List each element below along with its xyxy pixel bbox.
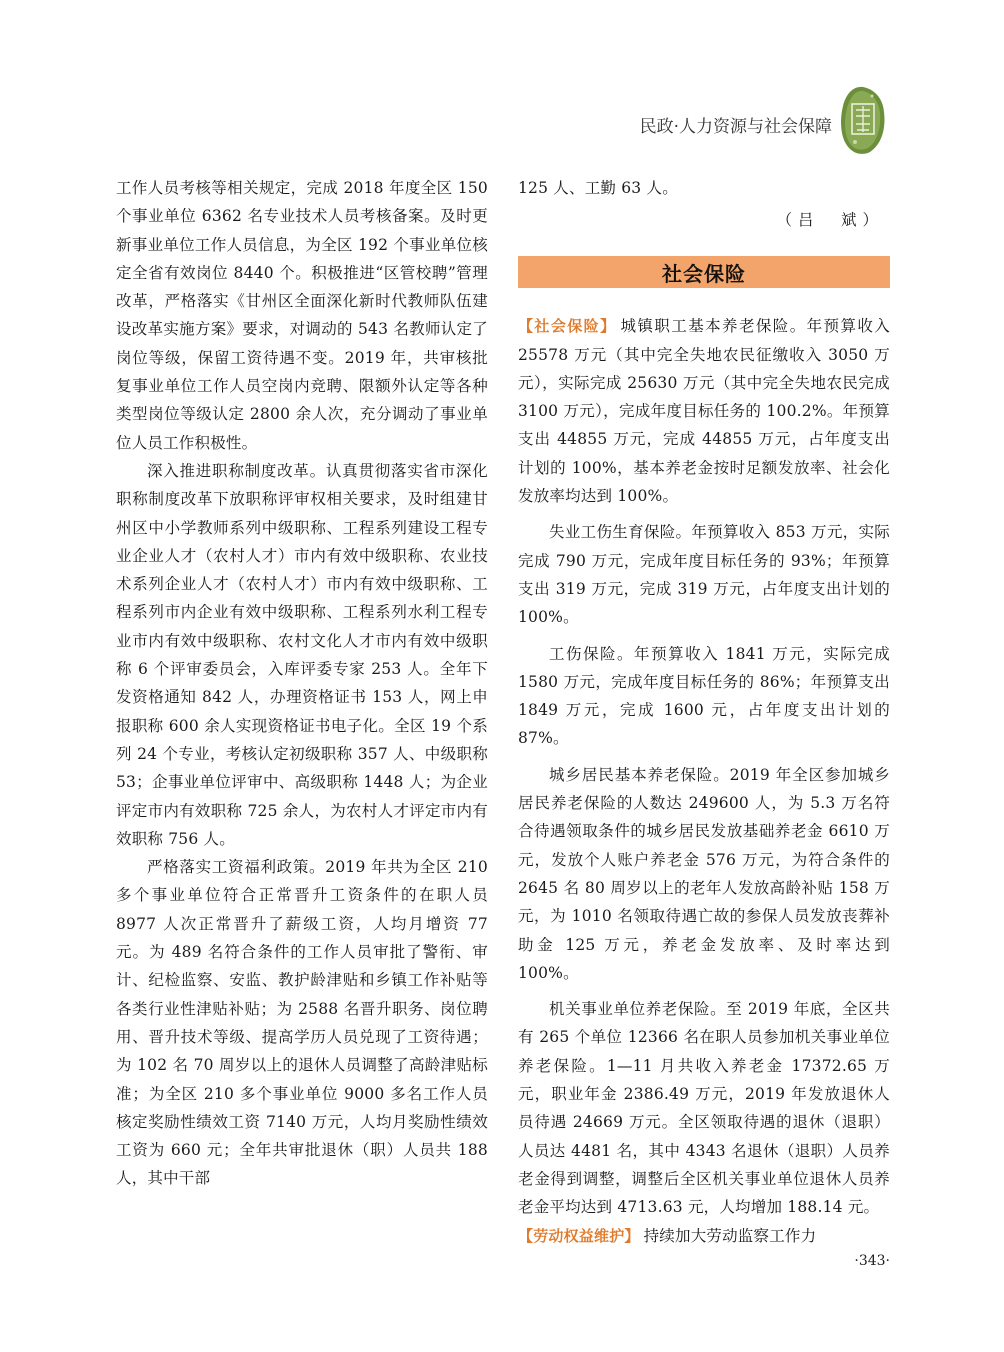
body-paragraph: 失业工伤生育保险。年预算收入 853 万元，实际完成 790 万元，完成年度目标任务的 93%；年预算支出 319 万元，完成 319 万元，占年度支出计划的 100%。 — [518, 523, 890, 627]
body-paragraph — [518, 1222, 890, 1250]
subsection-tag: 【劳动权益维护】 — [518, 1226, 640, 1245]
subsection-tag: 【社会保险】 — [518, 317, 617, 336]
paragraph-text: 持续加大劳动监察工作力 — [643, 1226, 817, 1245]
author-credit: （吕 斌） — [776, 211, 884, 230]
body-paragraph: 严格落实工资福利政策。2019 年共为全区 210 多个事业单位符合正常晋升工资条件的在职人员 8977 人次正常晋升了薪级工资，人均月增资 77 元。为 489 名符合条件的工作人员审批了警衔、审计、纪检监察、安监、教护龄津贴和乡镇工作补贴等各类行业性津贴补贴；为 2588 名晋升职务、岗位聘用、晋升技术等级、提高学历人员兑现了工资待遇；为 102 名 70 周岁以上的退休人员调整了高龄津贴标准；为全区 210 多个事业单位 9000 多名工作人员核定奖励性绩效工资 7140 万元，人均月奖励性绩效工资为 660 元；全年共审批退休（职）人员共 188 人，其中干部 — [116, 858, 488, 1188]
body-paragraph — [518, 312, 890, 510]
paragraph-text: 城镇职工基本养老保险。年预算收入 25578 万元（其中完全失地农民征缴收入 3050 万元），实际完成 25630 万元（其中完全失地农民完成 3100 万元），完成年度目标任务的 100.2%。年预算支出 44855 万元，完成 44855 万元，占年度支出计划的 100%，基本养老金按时足额发放率、社会化发放率均达到 100%。 — [518, 317, 890, 506]
body-paragraph: 城乡居民基本养老保险。2019 年全区参加城乡居民养老保险的人数达 249600 人，为 5.3 万名符合待遇领取条件的城乡居民发放基础养老金 6610 万元，发放个人账户养老金 576 万元，为符合条件的 2645 名 80 周岁以上的老年人发放高龄补贴 158 万元，为 1010 名领取待遇亡故的参保人员发放丧葬补助金 125 万元，养老金发放率、及时率达到 100%。 — [518, 765, 890, 982]
section-heading-band — [518, 256, 890, 288]
body-paragraph: 深入推进职称制度改革。认真贯彻落实省市深化职称制度改革下放职称评审权相关要求，及时组建甘州区中小学教师系列中级职称、工程系列建设工程专业企业人才（农村人才）市内有效中级职称、农业技术系列企业人才（农村人才）市内有效中级职称、工程系列市内企业有效中级职称、工程系列水利工程专业市内有效中级职称、农村文化人才市内有效中级职称 6 个评审委员会，入库评委专家 253 人。全年下发资格通知 842 人，办理资格证书 153 人，网上申报职称 600 余人实现资格证书电子化。全区 19 个系列 24 个专业，考核认定初级职称 357 人、中级职称 53；企事业单位评审中、高级职称 1448 人；为企业评定市内有效职称 725 余人，为农村人才评定市内有效职称 756 人。 — [116, 461, 488, 848]
right-column — [518, 174, 890, 1250]
body-paragraph: 工伤保险。年预算收入 1841 万元，实际完成 1580 万元，完成年度目标任务的 86%；年预算支出 1849 万元，完成 1600 元，占年度支出计划的 87%。 — [518, 644, 890, 748]
left-column — [116, 174, 488, 1193]
section-heading: 社会保险 — [662, 261, 746, 286]
running-header-title: 民政·人力资源与社会保障 — [639, 117, 832, 137]
page-number: ·343· — [854, 1253, 890, 1269]
body-paragraph: 机关事业单位养老保险。至 2019 年底，全区共有 265 个单位 12366 名在职人员参加机关事业单位养老保险。1—11 月共收入养老金 17372.65 万元，职业年金 2386.49 万元，2019 年发放退休人员待遇 24669 万元。全区领取待遇的退休（退职）人员达 4481 名，其中 4343 名退休（退职）人员养老金得到调整，调整后全区机关事业单位退休人员养老金平均达到 4713.63 元，人均增加 188.14 元。 — [518, 1000, 890, 1217]
seal-emblem-icon — [838, 84, 888, 156]
continuation-paragraph: 125 人、工勤 63 人。 — [518, 179, 678, 197]
body-paragraph: 工作人员考核等相关规定，完成 2018 年度全区 150 个事业单位 6362 名专业技术人员考核备案。及时更新事业单位工作人员信息，为全区 192 个事业单位核定全省有效岗位 8440 个。积极推进“区管校聘”管理改革，严格落实《甘州区全面深化新时代教师队伍建设改革实施方案》要求，对调动的 543 名教师认定了岗位等级，保留工资待遇不变。2019 年，共审核批复事业单位工作人员空岗内竞聘、限额外认定等各种类型岗位等级认定 2800 余人次，充分调动了事业单位人员工作积极性。 — [116, 179, 488, 452]
